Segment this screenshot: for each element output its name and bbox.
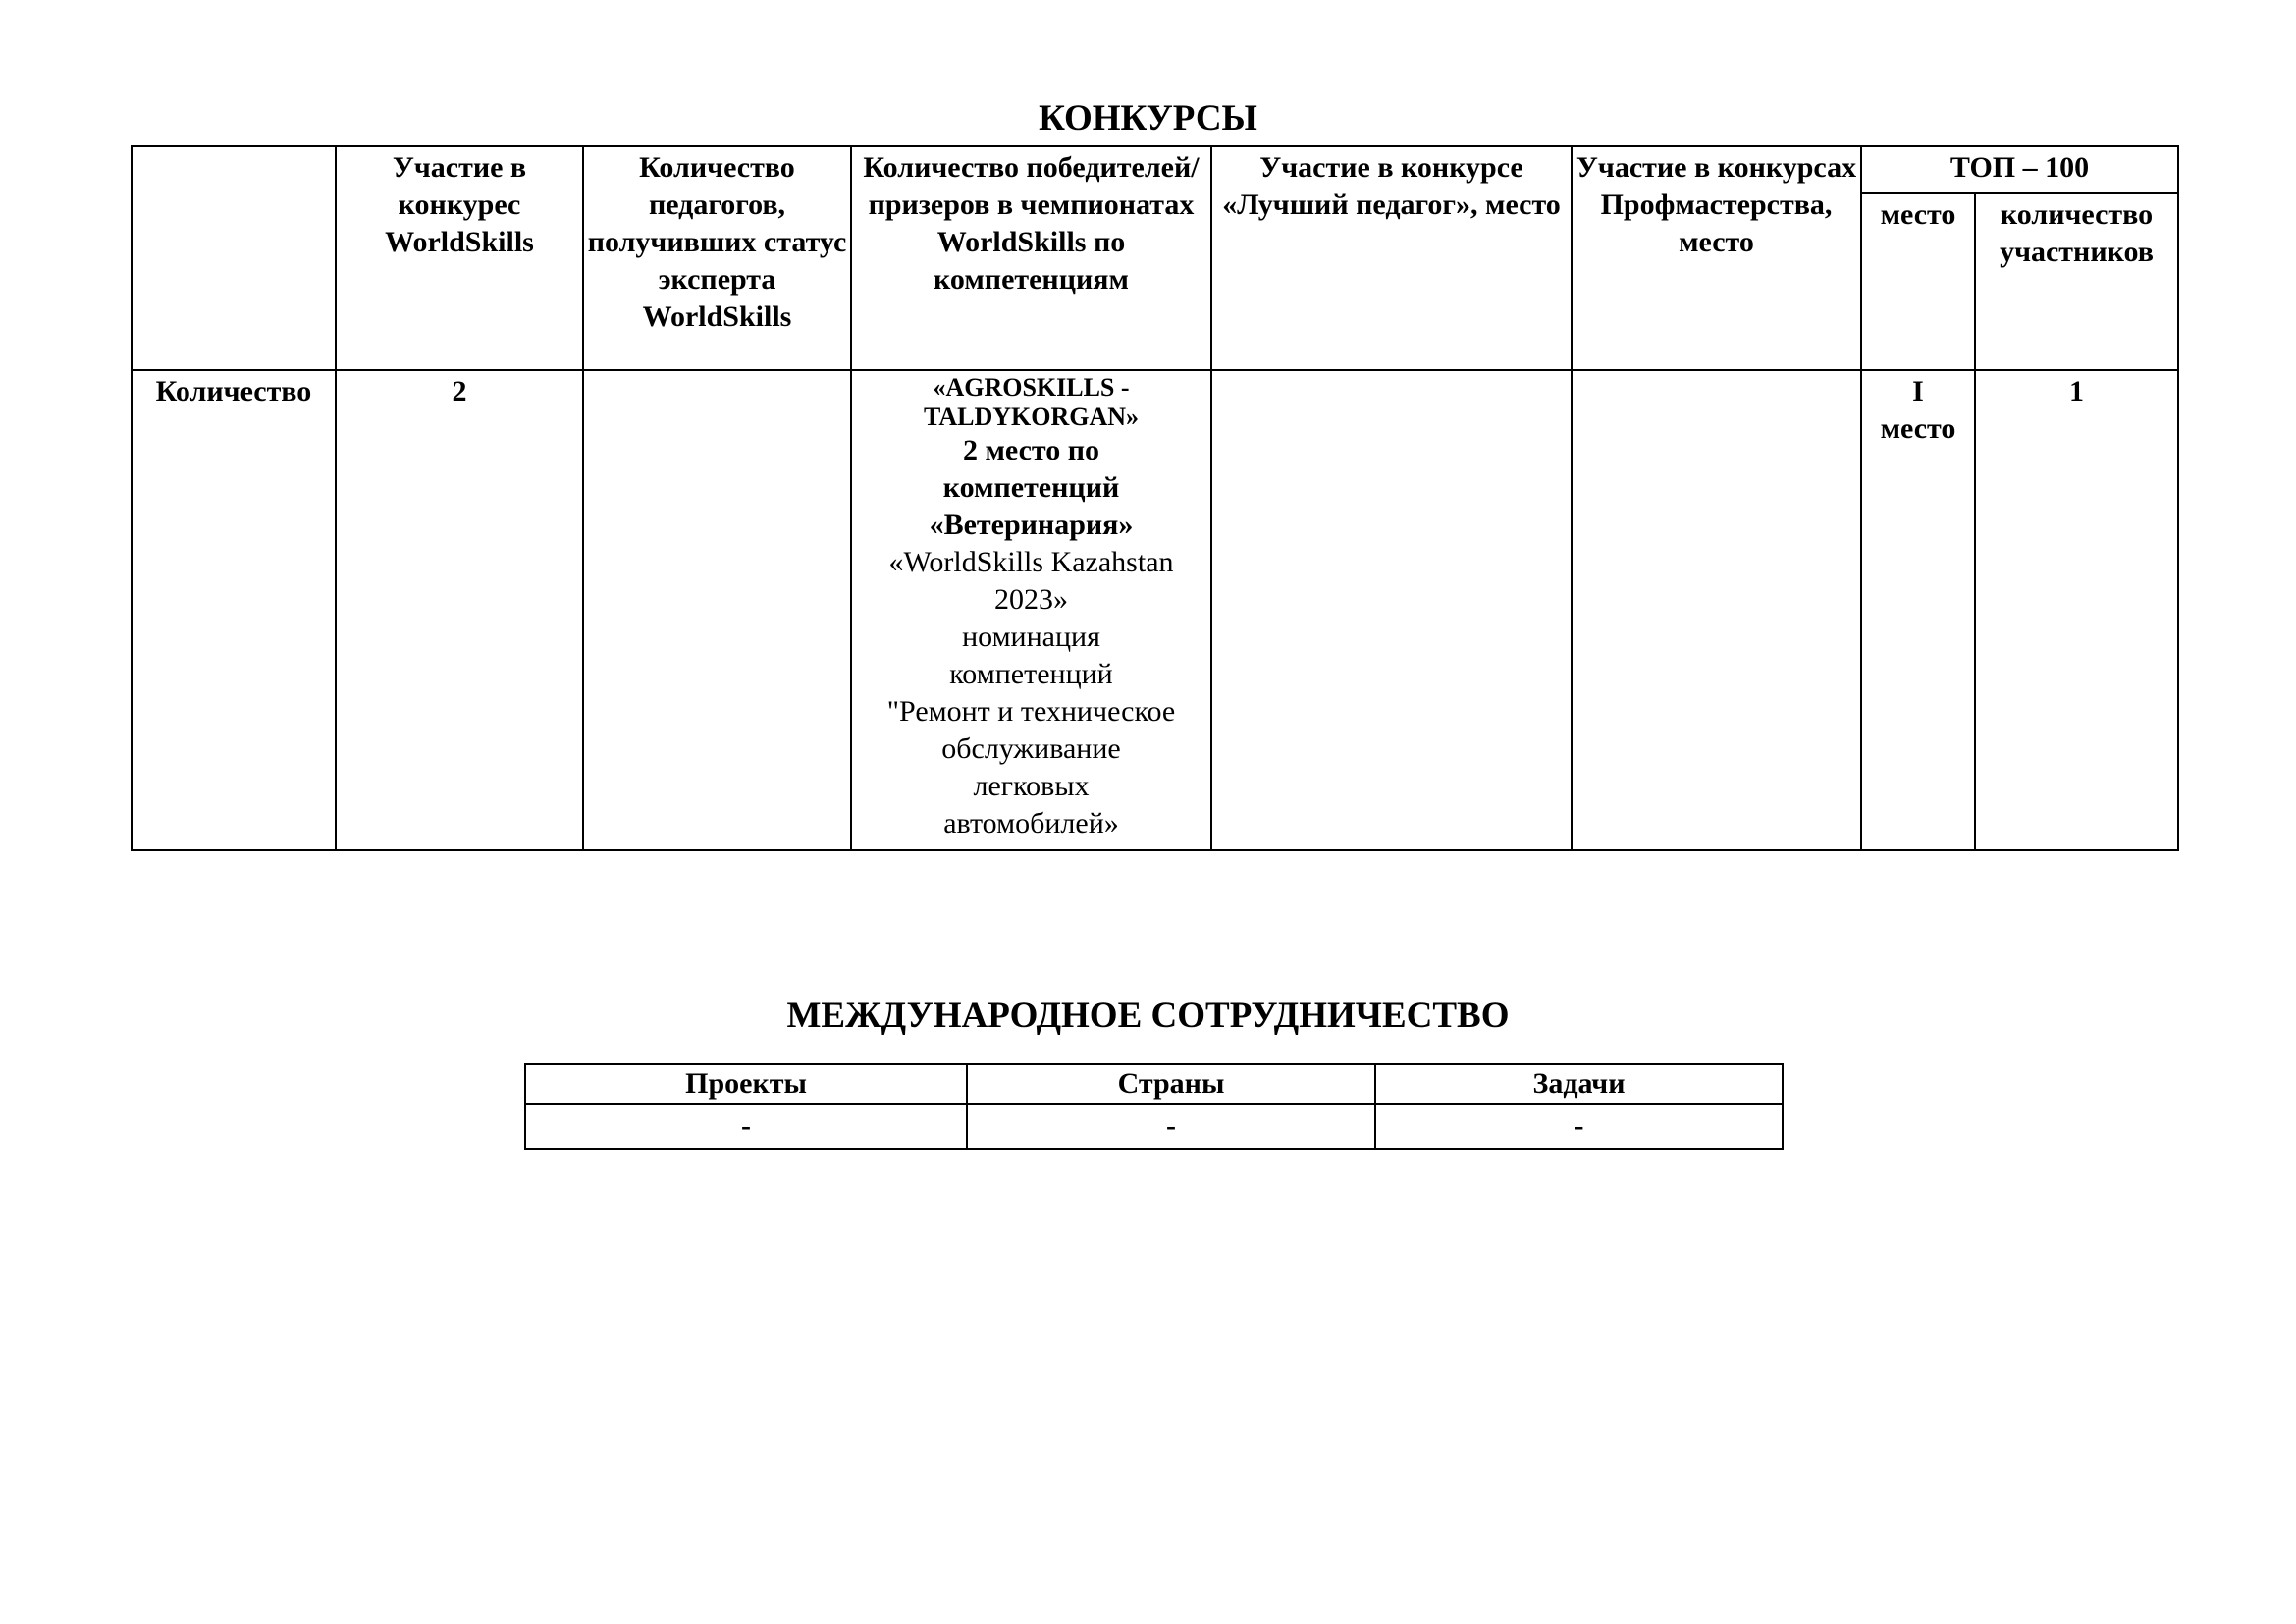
cell-experts xyxy=(583,370,851,850)
header-prof: Участие в конкурсах Профмастерства, место xyxy=(1572,146,1861,370)
header-participants: количество участников xyxy=(1975,193,2178,370)
header-projects: Проекты xyxy=(525,1064,967,1104)
winners-line: автомобилей» xyxy=(943,807,1119,839)
cell-countries: - xyxy=(967,1104,1375,1149)
header-top100: ТОП – 100 xyxy=(1861,146,2178,193)
header-countries: Страны xyxy=(967,1064,1375,1104)
cell-projects: - xyxy=(525,1104,967,1149)
winners-line: 2023» xyxy=(994,583,1068,616)
table-row xyxy=(525,1104,1783,1149)
winners-line: компетенций xyxy=(949,658,1113,690)
contests-table xyxy=(131,145,2179,851)
winners-line: номинация xyxy=(962,621,1100,653)
contests-title: КОНКУРСЫ xyxy=(1039,98,1257,138)
winners-line: «WorldSkills Kazahstan xyxy=(888,546,1174,578)
header-winners: Количество победителей/призеров в чемпионатах WorldSkills по компетенциям xyxy=(851,146,1211,370)
winners-line: «AGROSKILLS - xyxy=(933,373,1130,402)
winners-line: TALDYKORGAN» xyxy=(923,403,1140,431)
cell-participants: 1 xyxy=(1975,370,2178,850)
cell-worldskills: 2 xyxy=(336,370,583,850)
header-experts: Количество педагогов, получивших статус эксперта WorldSkills xyxy=(583,146,851,370)
winners-line: компетенций xyxy=(942,471,1120,504)
header-worldskills: Участие в конкурес WorldSkills xyxy=(336,146,583,370)
header-tasks: Задачи xyxy=(1375,1064,1783,1104)
cell-place xyxy=(1861,370,1975,850)
international-table xyxy=(524,1063,1784,1150)
place-word: место xyxy=(1880,412,1956,445)
winners-line: легковых xyxy=(973,770,1090,802)
winners-line: 2 место по xyxy=(962,434,1100,466)
international-title: МЕЖДУНАРОДНОЕ СОТРУДНИЧЕСТВО xyxy=(786,996,1510,1036)
place-numeral: I xyxy=(1912,375,1924,407)
header-place: место xyxy=(1861,193,1975,370)
winners-line: «Ветеринария» xyxy=(929,509,1134,541)
header-blank xyxy=(132,146,336,370)
cell-tasks: - xyxy=(1375,1104,1783,1149)
winners-line: "Ремонт и техническое xyxy=(886,695,1176,728)
winners-line: обслуживание xyxy=(941,732,1121,765)
header-best-teacher: Участие в конкурсе «Лучший педагог», место xyxy=(1211,146,1572,370)
cell-prof xyxy=(1572,370,1861,850)
cell-best-teacher xyxy=(1211,370,1572,850)
table-row xyxy=(132,370,2178,850)
row-label: Количество xyxy=(132,370,336,850)
cell-winners xyxy=(851,370,1211,850)
